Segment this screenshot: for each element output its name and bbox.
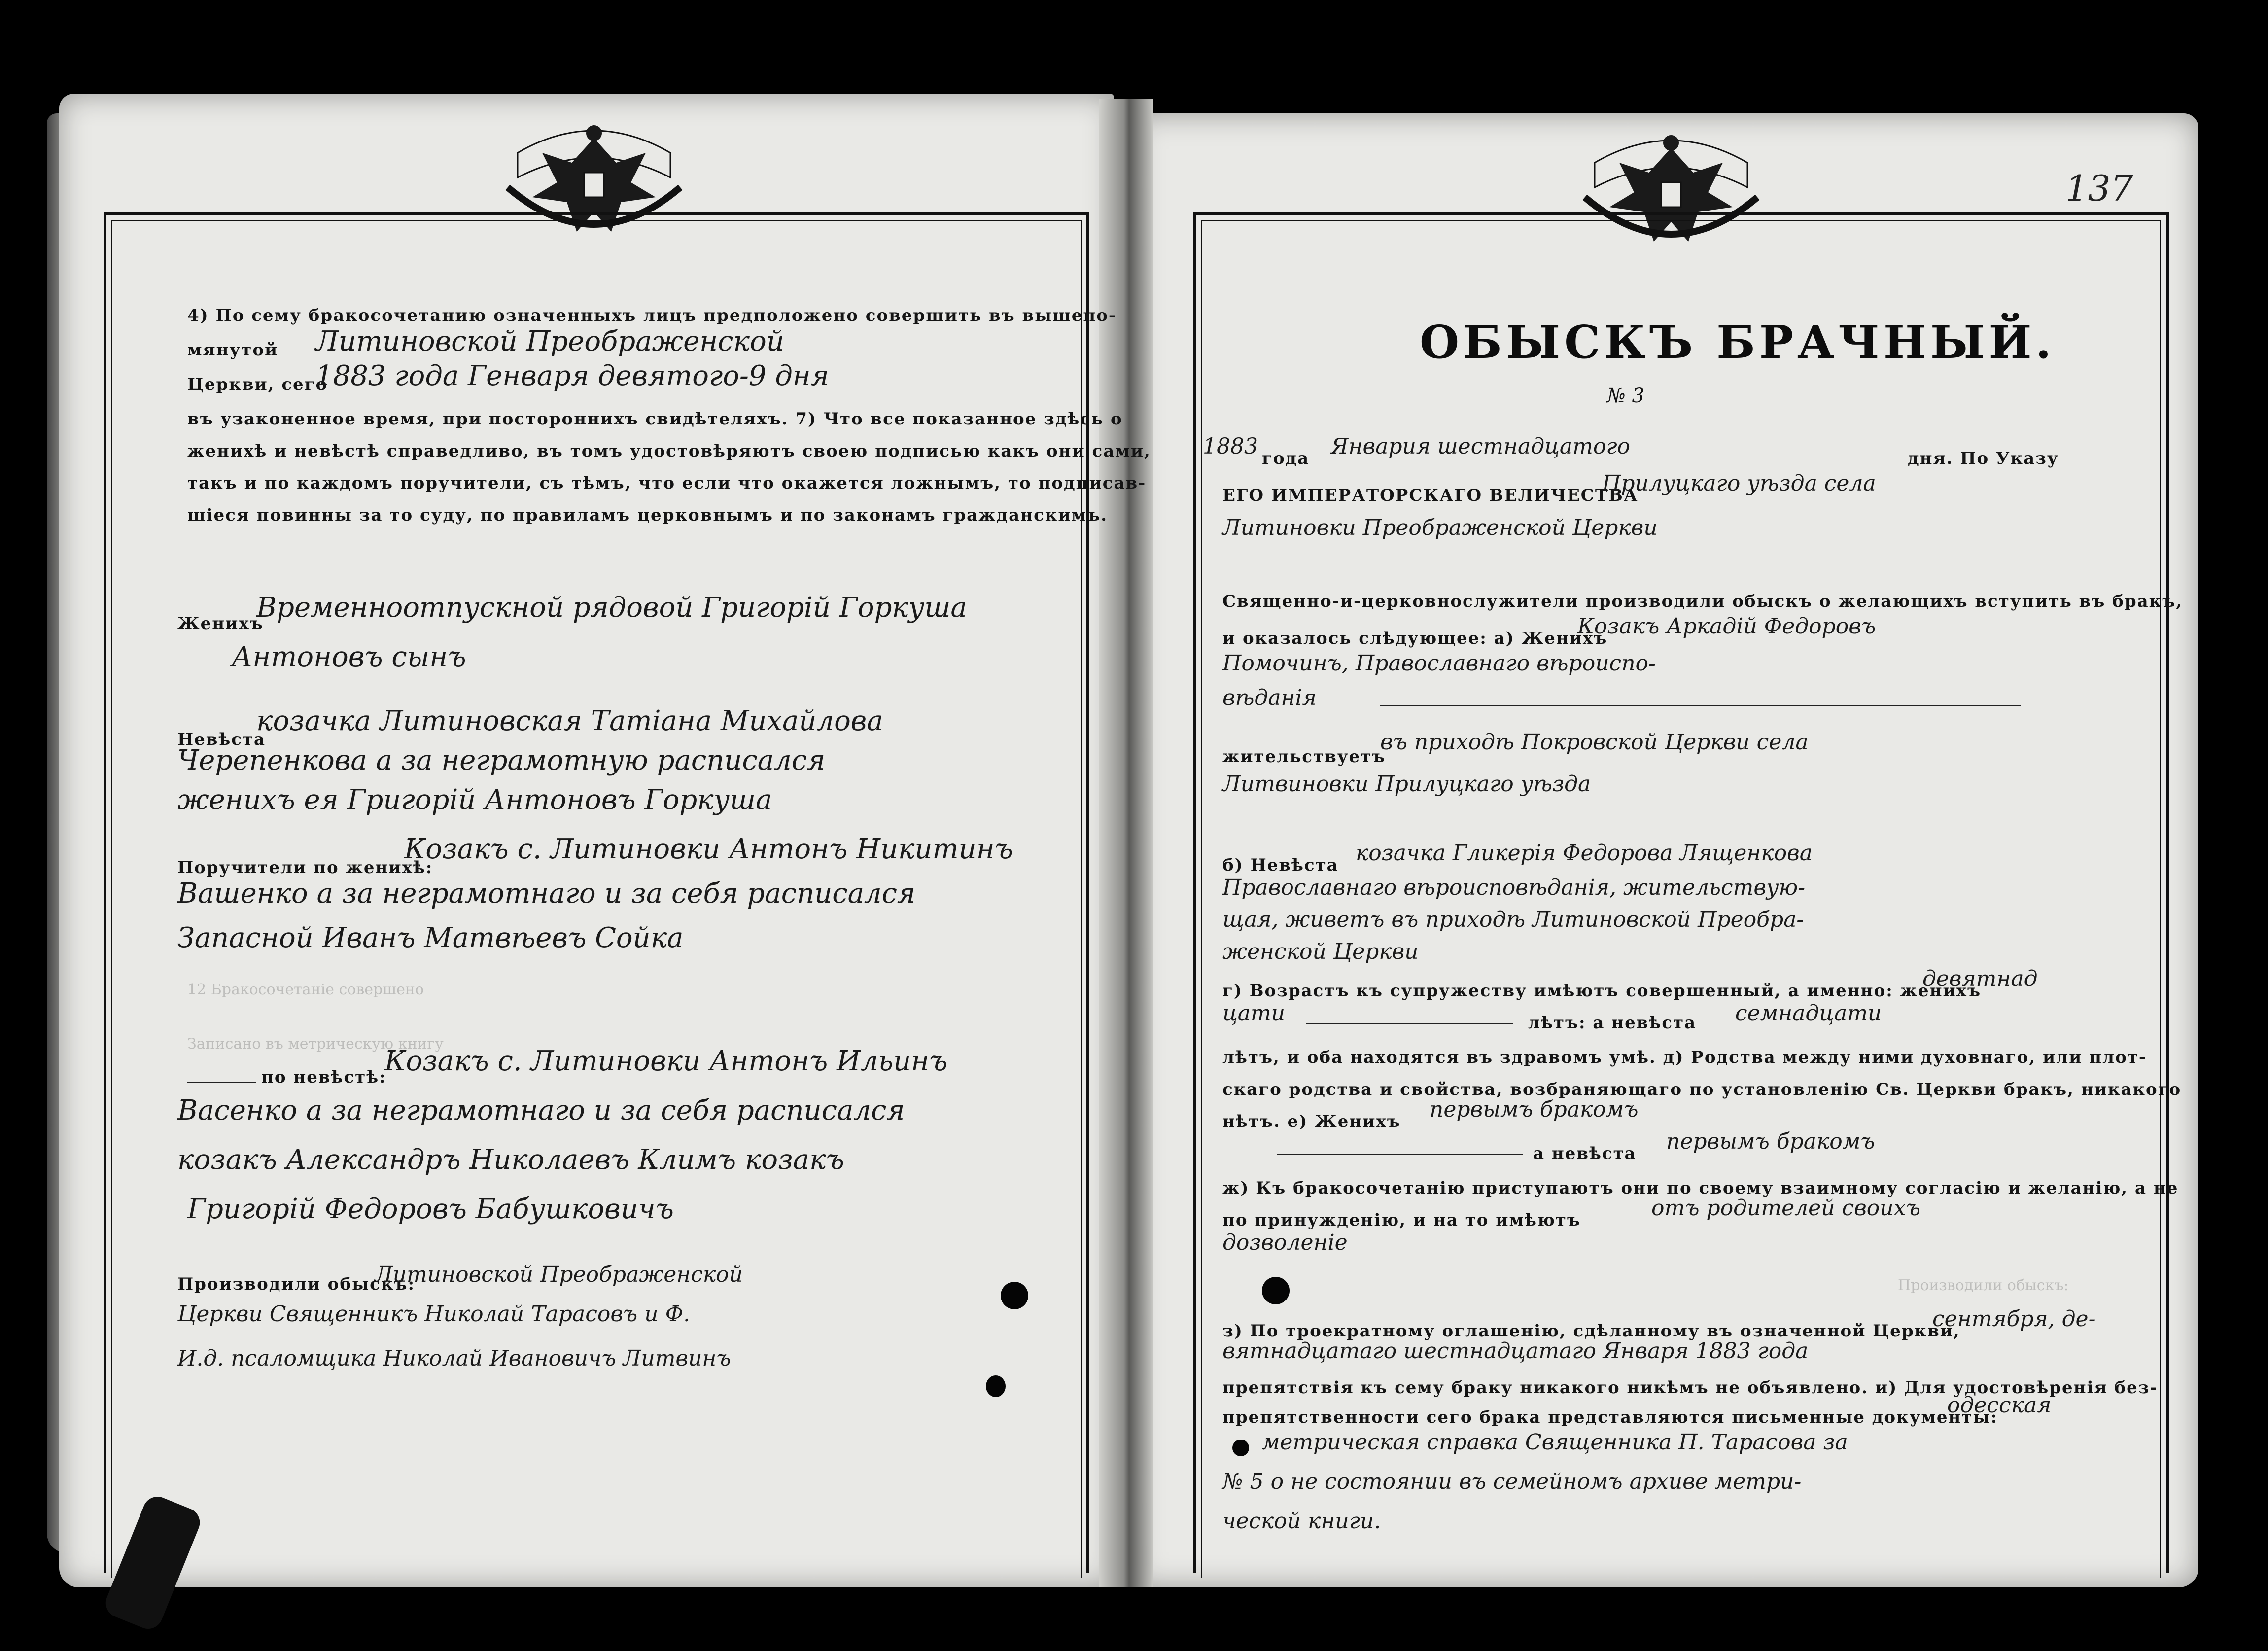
bride-hand-1: козачка Литиновская Татіана Михайлова <box>256 705 883 737</box>
banns-hand-2: вятнадцатаго шестнадцатаго Января 1883 года <box>1222 1338 1809 1364</box>
age-line-3: лѣтъ, и оба находятся въ здравомъ умѣ. д) Родства между ними духовнаго, или плот- <box>1222 1048 2147 1067</box>
bride-hand-1: козачка Гликерія Федорова Лященкова <box>1356 841 1813 866</box>
year-hand: 1883 <box>1203 434 1258 459</box>
groom-label: Женихъ <box>177 614 264 633</box>
guarantors-bride-hand-3: козакъ Александръ Николаевъ Климъ козакъ <box>177 1144 844 1176</box>
residence-label: жительствуетъ <box>1222 747 1386 767</box>
bride-hand-3: женихъ ея Григорій Антоновъ Горкуша <box>177 784 772 816</box>
residence-hand-1: въ приходѣ Покровской Церкви села <box>1380 730 1809 755</box>
consent-hand-1: отъ родителей своихъ <box>1651 1195 1920 1221</box>
bride-label: Невѣста <box>177 730 266 749</box>
bride-hand-2: Черепенкова а за неграмотную расписался <box>177 744 826 776</box>
bride-hand-2: Православнаго вѣроисповѣданія, жительствую- <box>1222 875 1806 900</box>
marriage-bride-hand: первымъ бракомъ <box>1666 1129 1875 1154</box>
docs-hand-3: ческой книги. <box>1222 1509 1381 1534</box>
para4-line-6: такъ и по каждомъ поручители, съ тѣмъ, что если что окажется ложнымъ, то подписав- <box>187 473 1147 493</box>
document-number: № 3 <box>1607 385 1645 407</box>
ink-blot <box>1232 1440 1249 1456</box>
docs-hand-1: метрическая справка Священника П. Тарасова за <box>1262 1430 1848 1455</box>
banns-hand-1: сентября, де- <box>1932 1306 2096 1332</box>
age-groom-hand: девятнад <box>1922 966 2038 991</box>
guarantors-groom-hand-2: Вашенко а за неграмотнаго и за себя расписался <box>177 878 916 910</box>
guarantors-groom-hand-1: Козакъ с. Литиновки Антонъ Никитинъ <box>404 833 1013 865</box>
date-hand: Январия шестнадцатого <box>1331 434 1631 459</box>
hand-date: 1883 года Генваря девятого-9 дня <box>315 360 829 392</box>
blank-rule <box>187 1082 256 1083</box>
ink-blot <box>1262 1277 1290 1304</box>
majesty-printed: ЕГО ИМПЕРАТОРСКАГО ВЕЛИЧЕСТВА <box>1222 486 1639 505</box>
bride-hand-3: щая, живетъ въ приходѣ Литиновской Преобра- <box>1222 907 1804 932</box>
marriage-groom-hand: первымъ бракомъ <box>1430 1097 1639 1122</box>
blank-rule <box>1277 1154 1523 1155</box>
investigators-label: Производили обыскъ: <box>177 1274 416 1294</box>
age-line-5: нѣтъ. е) Женихъ <box>1222 1112 1401 1131</box>
residence-hand-2: Литвиновки Прилуцкаго уѣзда <box>1222 772 1591 797</box>
banns-line-3: препятственности сего брака представляются письменные документы: <box>1222 1407 1998 1427</box>
consent-hand-2: дозволеніе <box>1222 1230 1348 1255</box>
para4-line-3: Церкви, сего <box>187 375 328 394</box>
bleedthrough-text: 12 Бракосочетаніе совершено <box>187 981 424 998</box>
groom-printed: и оказалось слѣдующее: а) Женихъ <box>1222 629 1608 648</box>
bleedthrough-text: Производили обыскъ: <box>1898 1277 2069 1294</box>
docs-hand-2: № 5 о не состоянии въ семейномъ архиве метри- <box>1222 1469 1802 1494</box>
para4-line-2: мянутой <box>187 340 279 360</box>
hand-church-name: Литиновской Преображенской <box>315 325 784 357</box>
page-number: 137 <box>2065 168 2133 209</box>
banns-hand-3: одесская <box>1947 1393 2052 1418</box>
document-title: ОБЫСКЪ БРАЧНЫЙ. <box>1420 316 2056 369</box>
age-printed: г) Возрастъ къ супружеству имѣютъ совершенный, а именно: женихъ <box>1222 981 1982 1001</box>
banns-line-2: препятствія къ сему браку никакого никѣмъ не объявлено. и) Для удостовѣренія без- <box>1222 1378 2158 1398</box>
age-groom-hand-2: цати <box>1222 1001 1285 1026</box>
age-line-6: а невѣста <box>1533 1144 1637 1163</box>
bride-hand-4: женской Церкви <box>1222 939 1419 964</box>
church-hand: Литиновки Преображенской Церкви <box>1222 515 1658 540</box>
para4-line-1: 4) По сему бракосочетанию означенныхъ лицъ предположено совершить въ вышепо- <box>187 306 1117 325</box>
guarantors-bride-label: по невѣстѣ: <box>261 1067 386 1087</box>
guarantors-bride-hand-1: Козакъ с. Литиновки Антонъ Ильинъ <box>384 1045 948 1077</box>
ink-blot <box>986 1375 1006 1397</box>
year-printed: года <box>1262 449 1310 468</box>
county-hand: Прилуцкаго уѣзда села <box>1602 471 1876 496</box>
groom-hand-2: Антоновъ сынъ <box>232 641 466 673</box>
decree-printed: дня. По Указу <box>1908 449 2059 468</box>
groom-hand-1: Временноотпускной рядовой Григорій Горкуша <box>256 592 967 624</box>
consent-line-1: ж) Къ бракосочетанію приступаютъ они по своему взаимному согласію и желанію, а не <box>1222 1178 2179 1198</box>
guarantors-groom-hand-3: Запасной Иванъ Матвѣевъ Сойка <box>177 922 684 954</box>
guarantors-bride-hand-2: Васенко а за неграмотнаго и за себя расписался <box>177 1094 905 1126</box>
age-bride-hand: семнадцати <box>1735 1001 1882 1026</box>
age-line-4: скаго родства и свойства, возбраняющаго по установленію Св. Церкви бракъ, никакого <box>1222 1080 2182 1099</box>
blank-rule <box>1306 1023 1513 1024</box>
para4-line-5: женихѣ и невѣстѣ справедливо, въ томъ удостовѣряютъ своею подписью какъ они сами, <box>187 441 1151 461</box>
groom-hand: Козакъ Аркадій Федоровъ <box>1577 614 1876 639</box>
ink-blot <box>1001 1282 1028 1309</box>
age-mid-printed: лѣтъ: а невѣста <box>1528 1013 1697 1033</box>
investigators-hand-3: И.д. псаломщика Николай Ивановичъ Литвинъ <box>177 1346 731 1371</box>
investigators-hand-2: Церкви Священникъ Николай Тарасовъ и Ф. <box>177 1301 691 1327</box>
para4-line-7: шіеся повинны за то суду, по правиламъ церковнымъ и по законамъ гражданскимъ. <box>187 505 1108 525</box>
clergy-printed: Священно-и-церковнослужители производили обыскъ о желающихъ вступить въ бракъ, <box>1222 592 2183 611</box>
investigators-hand-1: Литиновской Преображенской <box>375 1262 743 1287</box>
groom-hand-2: Помочинъ, Православнаго вѣроиспо- <box>1222 651 1656 676</box>
guarantors-bride-hand-4: Григорій Федоровъ Бабушковичъ <box>187 1193 674 1225</box>
para4-line-4: въ узаконенное время, при постороннихъ свидѣтеляхъ. 7) Что все показанное здѣсь о <box>187 409 1123 429</box>
guarantors-groom-label: Поручители по женихѣ: <box>177 858 433 878</box>
groom-hand-3: вѣданія <box>1222 685 1317 710</box>
bleedthrough-text: Записано въ метрическую книгу <box>187 1035 444 1053</box>
blank-rule <box>1380 705 2021 706</box>
bride-label: б) Невѣста <box>1222 855 1339 875</box>
banns-line-1: з) По троекратному оглашенію, сдѣланному въ означенной Церкви, <box>1222 1321 1960 1341</box>
consent-line-2: по принужденію, и на то имѣютъ <box>1222 1210 1581 1230</box>
